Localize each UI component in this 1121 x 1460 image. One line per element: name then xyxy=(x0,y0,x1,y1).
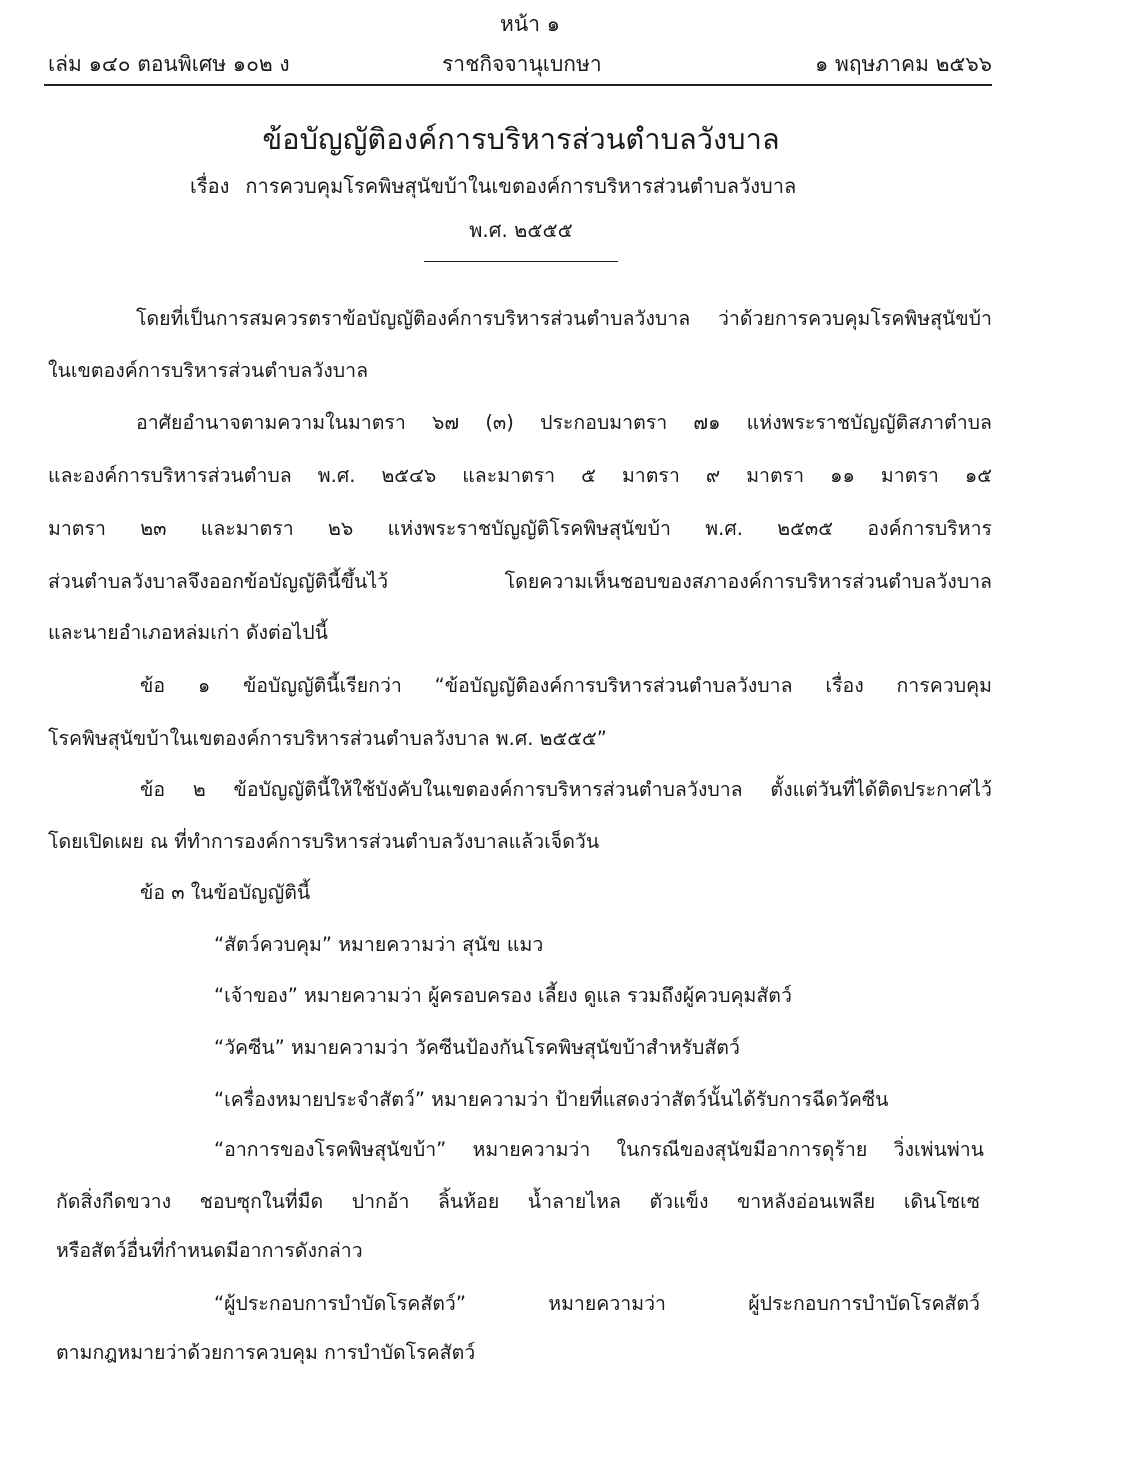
clause-2-line: โดยเปิดเผย ณ ที่ทำการองค์การบริหารส่วนตำบลวังบาลแล้วเจ็ดวัน xyxy=(48,830,600,853)
volume-issue: เล่ม ๑๔๐ ตอนพิเศษ ๑๐๒ ง xyxy=(48,52,290,76)
publication-date: ๑ พฤษภาคม ๒๕๖๖ xyxy=(814,52,992,76)
body-line: ในเขตองค์การบริหารส่วนตำบลวังบาล xyxy=(48,359,369,382)
document-subject xyxy=(190,170,796,202)
definition-line: “เจ้าของ” หมายความว่า ผู้ครอบครอง เลี้ยง ดูแล รวมถึงผู้ควบคุมสัตว์ xyxy=(214,984,792,1007)
subject-label: เรื่อง xyxy=(190,174,230,198)
definition-line: “เครื่องหมายประจำสัตว์” หมายความว่า ป้ายที่แสดงว่าสัตว์นั้นได้รับการฉีดวัคซีน xyxy=(214,1088,889,1111)
header-divider xyxy=(44,84,992,86)
gazette-name: ราชกิจจานุเบกษา xyxy=(442,52,602,76)
body-line: และองค์การบริหารส่วนตำบล พ.ศ. ๒๕๔๖ และมาตรา ๕ มาตรา ๙ มาตรา ๑๑ มาตรา ๑๕ xyxy=(48,464,992,487)
clause-2-line: ข้อ ๒ ข้อบัญญัตินี้ให้ใช้บังคับในเขตองค์การบริหารส่วนตำบลวังบาล ตั้งแต่วันที่ได้ติดประกาศไว้ xyxy=(140,778,992,801)
clause-3-heading: ข้อ ๓ ในข้อบัญญัตินี้ xyxy=(140,881,311,904)
body-line: มาตรา ๒๓ และมาตรา ๒๖ แห่งพระราชบัญญัติโรคพิษสุนัขบ้า พ.ศ. ๒๕๓๕ องค์การบริหาร xyxy=(48,517,992,540)
page-number: หน้า ๑ xyxy=(500,12,560,36)
definition-line: “ผู้ประกอบการบำบัดโรคสัตว์” หมายความว่า ผู้ประกอบการบำบัดโรคสัตว์ xyxy=(214,1292,980,1315)
definition-line: ตามกฎหมายว่าด้วยการควบคุม การบำบัดโรคสัตว์ xyxy=(56,1341,476,1364)
clause-1-line: ข้อ ๑ ข้อบัญญัตินี้เรียกว่า “ข้อบัญญัติองค์การบริหารส่วนตำบลวังบาล เรื่อง การควบคุม xyxy=(140,674,992,697)
subject-text: การควบคุมโรคพิษสุนัขบ้าในเขตองค์การบริหารส่วนตำบลวังบาล xyxy=(245,174,797,198)
body-line: ส่วนตำบลวังบาลจึงออกข้อบัญญัตินี้ขึ้นไว้ โดยความเห็นชอบของสภาองค์การบริหารส่วนตำบลวังบาล xyxy=(48,570,992,593)
definition-line: กัดสิ่งกีดขวาง ชอบซุกในที่มืด ปากอ้า ลิ้นห้อย น้ำลายไหล ตัวแข็ง ขาหลังอ่อนเพลีย เดินโซเซ xyxy=(56,1190,980,1213)
definition-line: “วัคซีน” หมายความว่า วัคซีนป้องกันโรคพิษสุนัขบ้าสำหรับสัตว์ xyxy=(214,1036,740,1059)
body-line: โดยที่เป็นการสมควรตราข้อบัญญัติองค์การบริหารส่วนตำบลวังบาล ว่าด้วยการควบคุมโรคพิษสุนัขบ้า xyxy=(136,307,992,330)
title-divider xyxy=(424,261,618,262)
clause-1-line: โรคพิษสุนัขบ้าในเขตองค์การบริหารส่วนตำบลวังบาล พ.ศ. ๒๕๕๕” xyxy=(48,727,607,750)
document-year: พ.ศ. ๒๕๕๕ xyxy=(469,218,573,242)
body-line: อาศัยอำนาจตามความในมาตรา ๖๗ (๓) ประกอบมาตรา ๗๑ แห่งพระราชบัญญัติสภาตำบล xyxy=(136,411,992,434)
definition-line: “สัตว์ควบคุม” หมายความว่า สุนัข แมว xyxy=(214,933,544,956)
body-line: และนายอำเภอหล่มเก่า ดังต่อไปนี้ xyxy=(48,621,328,644)
definition-line: “อาการของโรคพิษสุนัขบ้า” หมายความว่า ในกรณีของสุนัขมีอาการดุร้าย วิ่งเพ่นพ่าน xyxy=(214,1138,984,1161)
definition-line: หรือสัตว์อื่นที่กำหนดมีอาการดังกล่าว xyxy=(56,1239,363,1262)
document-title: ข้อบัญญัติองค์การบริหารส่วนตำบลวังบาล xyxy=(262,122,780,156)
